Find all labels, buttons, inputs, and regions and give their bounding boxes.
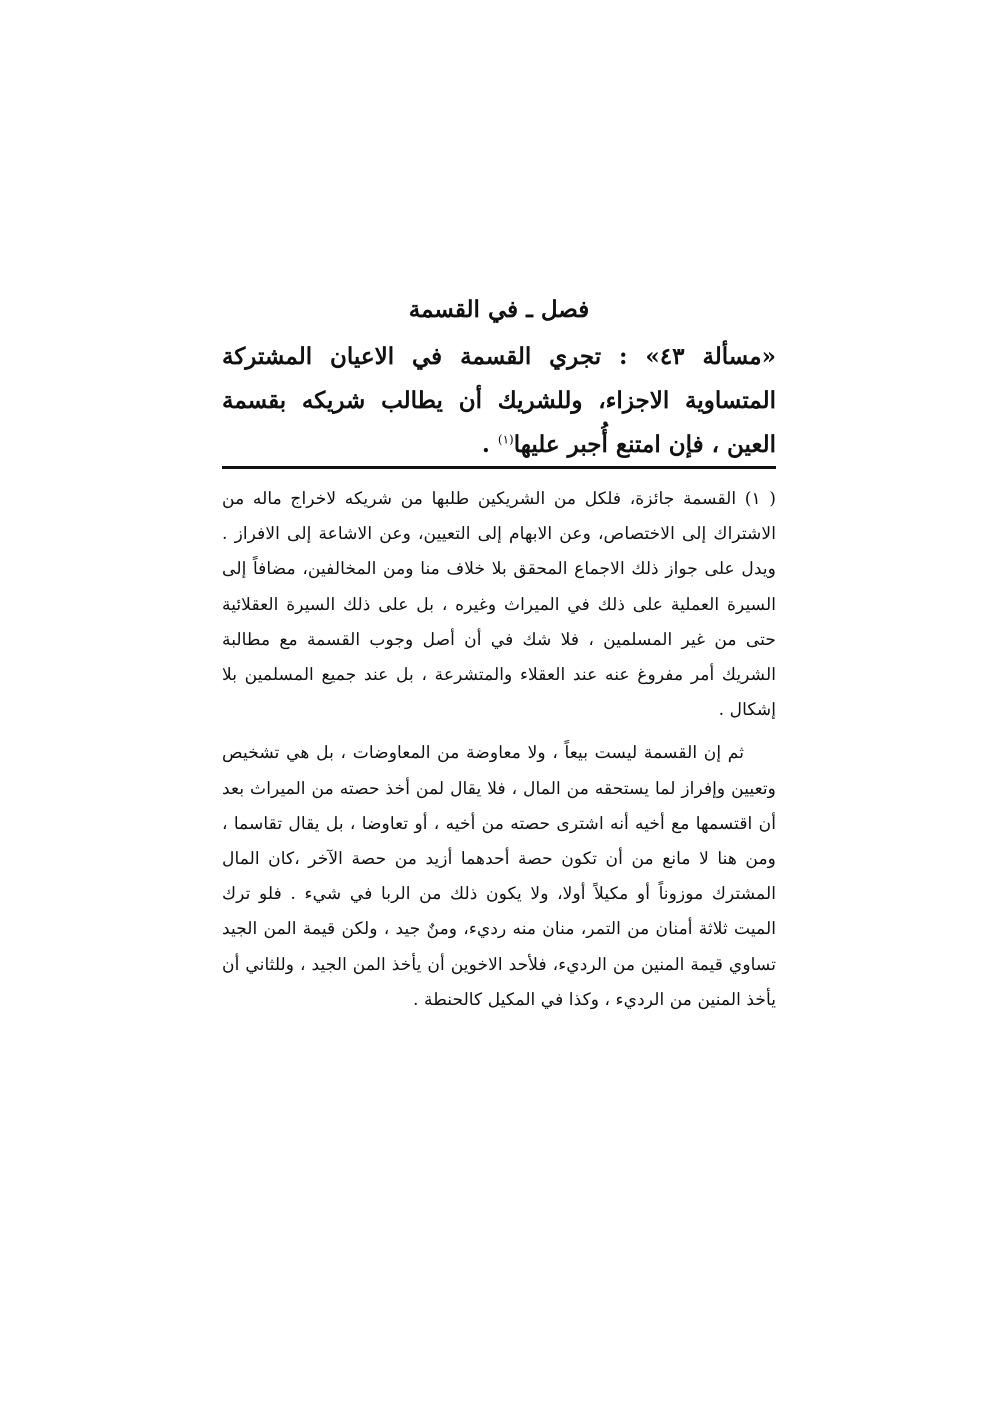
footnote-marker[interactable]: (١) bbox=[497, 432, 514, 447]
footnote-paragraph-1: ( ١) القسمة جائزة، فلكل من الشريكين طلبها من شريكه لاخراج ماله من الاشتراك إلى الاختصاص، وعن الابهام إلى التعيين، وعن الاشاعة إلى الافراز . ويدل على جواز ذلك الاجماع المحقق بلا خلاف منا ومن المخالفين، مضافاً إلى السيرة العملية على ذلك في الميراث وغيره ، بل على ذلك السيرة العقلائية حتى من غير المسلمين ، فلا شك في أن أصل وجوب القسمة مع مطالبة الشريك أمر مفروغ عنه عند العقلاء والمتشرعة ، بل عند جميع المسلمين بلا إشكال . bbox=[222, 489, 776, 721]
footnote bbox=[222, 482, 776, 1018]
footnote-paragraph-2: ثم إن القسمة ليست بيعاً ، ولا معاوضة من المعاوضات ، بل هي تشخيص وتعيين وإفراز لما يستحقه من المال ، فلا يقال لمن أخذ حصته من الميراث بعد أن اقتسمها مع أخيه أنه اشترى حصته من أخيه ، أو تعاوضا ، بل يقال تقاسما ، ومن هنا لا مانع من أن تكون حصة أحدهما أزيد من حصة الآخر ،كان المال المشترك موزوناً أو مكيلاً أولا، ولا يكون ذلك من الربا في شيء . فلو ترك الميت ثلاثة أمنان من التمر، منان منه رديء، ومنٌ جيد ، ولكن قيمة المن الجيد تساوي قيمة المنين من الرديء، فلأحد الاخوين أن يأخذ المن الجيد ، وللثاني أن يأخذ المنين من الرديء ، وكذا في المكيل كالحنطة . bbox=[222, 743, 776, 1010]
document-page bbox=[222, 0, 776, 1403]
issue-body: «مسألة ٤٣» : تجري القسمة في الاعيان المشتركة المتساوية الاجزاء، وللشريك أن يطالب شريكه بقسمة العين ، فإن امتنع أُجبر عليها bbox=[222, 343, 776, 458]
footnote-divider bbox=[222, 466, 776, 469]
issue-text bbox=[222, 335, 776, 467]
section-title: فصل ـ في القسمة bbox=[408, 296, 590, 323]
issue-ending: . bbox=[481, 431, 498, 458]
